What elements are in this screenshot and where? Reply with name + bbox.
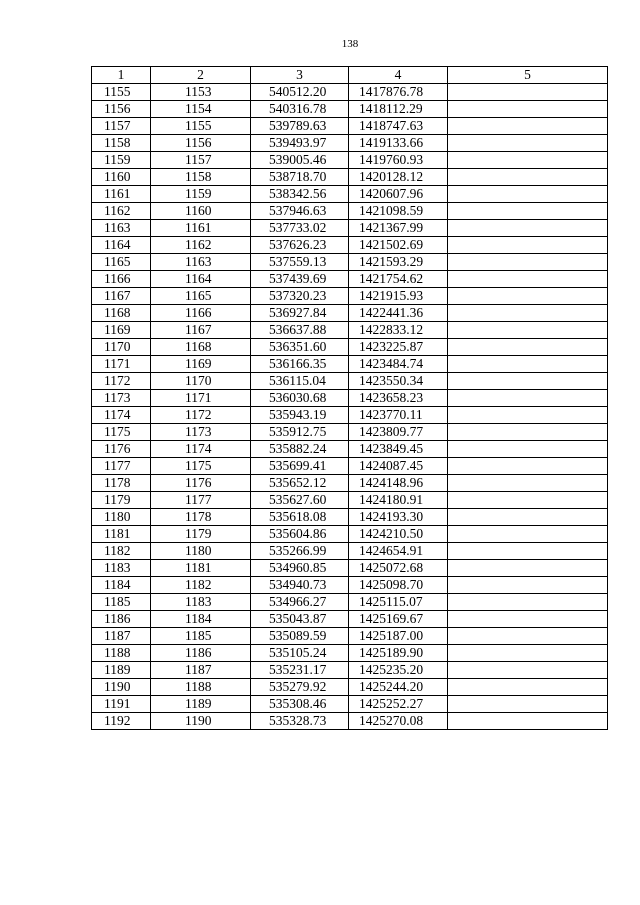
table-cell-col1: 1159 <box>92 152 151 169</box>
table-cell-col3: 536115.04 <box>251 373 349 390</box>
table-cell-col5 <box>448 628 608 645</box>
table-cell-col1: 1163 <box>92 220 151 237</box>
table-cell-col1: 1176 <box>92 441 151 458</box>
table-cell-col2: 1186 <box>151 645 251 662</box>
table-cell-col4: 1417876.78 <box>349 84 448 101</box>
table-cell-col1: 1172 <box>92 373 151 390</box>
table-cell-col3: 535604.86 <box>251 526 349 543</box>
table-cell-col4: 1418112.29 <box>349 101 448 118</box>
table-header-row <box>92 67 608 84</box>
table-row <box>92 492 608 509</box>
table-row <box>92 611 608 628</box>
table-cell-col2: 1161 <box>151 220 251 237</box>
table-cell-col3: 536637.88 <box>251 322 349 339</box>
table-cell-col1: 1165 <box>92 254 151 271</box>
table-cell-col4: 1424180.91 <box>349 492 448 509</box>
column-header-2: 2 <box>151 67 251 84</box>
table-cell-col4: 1419133.66 <box>349 135 448 152</box>
table-cell-col2: 1188 <box>151 679 251 696</box>
table-cell-col1: 1174 <box>92 407 151 424</box>
column-header-3: 3 <box>251 67 349 84</box>
table-cell-col1: 1178 <box>92 475 151 492</box>
table-cell-col2: 1190 <box>151 713 251 730</box>
table-row <box>92 594 608 611</box>
table-cell-col3: 540512.20 <box>251 84 349 101</box>
table-cell-col5 <box>448 475 608 492</box>
table-cell-col5 <box>448 254 608 271</box>
table-cell-col5 <box>448 101 608 118</box>
table-cell-col4: 1425187.00 <box>349 628 448 645</box>
table-cell-col2: 1165 <box>151 288 251 305</box>
table-cell-col4: 1423658.23 <box>349 390 448 407</box>
table-row <box>92 203 608 220</box>
table-cell-col5 <box>448 339 608 356</box>
table-cell-col3: 539789.63 <box>251 118 349 135</box>
table-cell-col5 <box>448 424 608 441</box>
table-cell-col3: 535618.08 <box>251 509 349 526</box>
table-cell-col1: 1155 <box>92 84 151 101</box>
table-row <box>92 407 608 424</box>
table-cell-col2: 1185 <box>151 628 251 645</box>
table-cell-col2: 1158 <box>151 169 251 186</box>
table-cell-col3: 535279.92 <box>251 679 349 696</box>
table-cell-col4: 1423225.87 <box>349 339 448 356</box>
table-cell-col5 <box>448 169 608 186</box>
table-cell-col1: 1191 <box>92 696 151 713</box>
table-cell-col1: 1182 <box>92 543 151 560</box>
table-cell-col3: 535043.87 <box>251 611 349 628</box>
table-cell-col1: 1156 <box>92 101 151 118</box>
table-row <box>92 237 608 254</box>
table-cell-col1: 1160 <box>92 169 151 186</box>
table-row <box>92 271 608 288</box>
table-cell-col5 <box>448 186 608 203</box>
table-cell-col4: 1425169.67 <box>349 611 448 628</box>
table-cell-col5 <box>448 713 608 730</box>
table-cell-col3: 538718.70 <box>251 169 349 186</box>
page-number: 138 <box>341 38 359 50</box>
table-cell-col1: 1180 <box>92 509 151 526</box>
table-cell-col5 <box>448 560 608 577</box>
table-cell-col5 <box>448 679 608 696</box>
table-cell-col1: 1185 <box>92 594 151 611</box>
table-cell-col3: 537626.23 <box>251 237 349 254</box>
table-cell-col2: 1173 <box>151 424 251 441</box>
table-cell-col1: 1190 <box>92 679 151 696</box>
table-cell-col4: 1421098.59 <box>349 203 448 220</box>
table-cell-col3: 535308.46 <box>251 696 349 713</box>
table-cell-col1: 1183 <box>92 560 151 577</box>
coordinates-table <box>91 66 608 730</box>
table-row <box>92 645 608 662</box>
table-cell-col3: 535231.17 <box>251 662 349 679</box>
column-header-5: 5 <box>448 67 608 84</box>
table-cell-col3: 535652.12 <box>251 475 349 492</box>
table-cell-col5 <box>448 288 608 305</box>
table-cell-col2: 1180 <box>151 543 251 560</box>
table-cell-col5 <box>448 322 608 339</box>
table-row <box>92 118 608 135</box>
table-cell-col1: 1188 <box>92 645 151 662</box>
table-cell-col4: 1425098.70 <box>349 577 448 594</box>
table-row <box>92 696 608 713</box>
table-cell-col3: 539493.97 <box>251 135 349 152</box>
table-cell-col1: 1179 <box>92 492 151 509</box>
table-cell-col4: 1421367.99 <box>349 220 448 237</box>
table-cell-col1: 1173 <box>92 390 151 407</box>
table-cell-col5 <box>448 441 608 458</box>
table-cell-col1: 1158 <box>92 135 151 152</box>
table-row <box>92 577 608 594</box>
table-cell-col4: 1423849.45 <box>349 441 448 458</box>
table-cell-col2: 1168 <box>151 339 251 356</box>
table-cell-col5 <box>448 526 608 543</box>
table-cell-col4: 1421502.69 <box>349 237 448 254</box>
table-row <box>92 679 608 696</box>
table-cell-col1: 1161 <box>92 186 151 203</box>
table-cell-col1: 1167 <box>92 288 151 305</box>
table-cell-col4: 1419760.93 <box>349 152 448 169</box>
table-cell-col1: 1169 <box>92 322 151 339</box>
table-cell-col4: 1421915.93 <box>349 288 448 305</box>
table-row <box>92 254 608 271</box>
table-row <box>92 186 608 203</box>
table-cell-col2: 1176 <box>151 475 251 492</box>
table-cell-col5 <box>448 203 608 220</box>
table-cell-col1: 1186 <box>92 611 151 628</box>
table-cell-col1: 1177 <box>92 458 151 475</box>
table-cell-col3: 535943.19 <box>251 407 349 424</box>
table-cell-col5 <box>448 407 608 424</box>
table-cell-col1: 1181 <box>92 526 151 543</box>
table-cell-col1: 1171 <box>92 356 151 373</box>
table-cell-col2: 1171 <box>151 390 251 407</box>
table-cell-col3: 535266.99 <box>251 543 349 560</box>
table-cell-col5 <box>448 543 608 560</box>
table-row <box>92 509 608 526</box>
table-cell-col3: 535882.24 <box>251 441 349 458</box>
table-cell-col1: 1168 <box>92 305 151 322</box>
table-cell-col2: 1179 <box>151 526 251 543</box>
table-cell-col3: 535699.41 <box>251 458 349 475</box>
table-cell-col4: 1424148.96 <box>349 475 448 492</box>
table-cell-col3: 534966.27 <box>251 594 349 611</box>
table-cell-col2: 1175 <box>151 458 251 475</box>
table-cell-col1: 1192 <box>92 713 151 730</box>
table-cell-col2: 1174 <box>151 441 251 458</box>
table-cell-col5 <box>448 135 608 152</box>
table-cell-col4: 1424193.30 <box>349 509 448 526</box>
table-cell-col5 <box>448 220 608 237</box>
table-row <box>92 628 608 645</box>
table-row <box>92 526 608 543</box>
table-cell-col4: 1425235.20 <box>349 662 448 679</box>
table-cell-col2: 1181 <box>151 560 251 577</box>
table-cell-col4: 1424087.45 <box>349 458 448 475</box>
column-header-1: 1 <box>92 67 151 84</box>
table-cell-col2: 1182 <box>151 577 251 594</box>
table-cell-col4: 1422441.36 <box>349 305 448 322</box>
table-cell-col3: 536927.84 <box>251 305 349 322</box>
table-cell-col1: 1164 <box>92 237 151 254</box>
table-cell-col3: 537733.02 <box>251 220 349 237</box>
table-cell-col3: 535089.59 <box>251 628 349 645</box>
table-cell-col1: 1162 <box>92 203 151 220</box>
table-cell-col3: 540316.78 <box>251 101 349 118</box>
table-cell-col3: 538342.56 <box>251 186 349 203</box>
table-cell-col4: 1423550.34 <box>349 373 448 390</box>
table-cell-col2: 1156 <box>151 135 251 152</box>
table-cell-col4: 1423484.74 <box>349 356 448 373</box>
table-cell-col3: 535627.60 <box>251 492 349 509</box>
table-cell-col2: 1160 <box>151 203 251 220</box>
table-cell-col1: 1175 <box>92 424 151 441</box>
table-cell-col4: 1421593.29 <box>349 254 448 271</box>
table-cell-col1: 1157 <box>92 118 151 135</box>
table-cell-col3: 537946.63 <box>251 203 349 220</box>
table-cell-col5 <box>448 152 608 169</box>
table-cell-col3: 537439.69 <box>251 271 349 288</box>
table-cell-col4: 1425189.90 <box>349 645 448 662</box>
table-cell-col2: 1178 <box>151 509 251 526</box>
table-cell-col4: 1420128.12 <box>349 169 448 186</box>
table-cell-col1: 1187 <box>92 628 151 645</box>
table-cell-col5 <box>448 373 608 390</box>
table-row <box>92 169 608 186</box>
table-row <box>92 390 608 407</box>
table-cell-col3: 536351.60 <box>251 339 349 356</box>
table-cell-col4: 1423770.11 <box>349 407 448 424</box>
table-cell-col4: 1418747.63 <box>349 118 448 135</box>
table-cell-col5 <box>448 594 608 611</box>
table-cell-col4: 1423809.77 <box>349 424 448 441</box>
table-cell-col3: 534960.85 <box>251 560 349 577</box>
table-cell-col3: 535912.75 <box>251 424 349 441</box>
table-row <box>92 713 608 730</box>
table-row <box>92 458 608 475</box>
table-row <box>92 101 608 118</box>
table-cell-col3: 537559.13 <box>251 254 349 271</box>
table-cell-col2: 1169 <box>151 356 251 373</box>
table-cell-col5 <box>448 696 608 713</box>
table-cell-col5 <box>448 271 608 288</box>
table-cell-col2: 1162 <box>151 237 251 254</box>
table-cell-col4: 1420607.96 <box>349 186 448 203</box>
table-cell-col4: 1421754.62 <box>349 271 448 288</box>
table-cell-col2: 1167 <box>151 322 251 339</box>
table-row <box>92 322 608 339</box>
table-row <box>92 373 608 390</box>
table-cell-col4: 1422833.12 <box>349 322 448 339</box>
table-cell-col5 <box>448 118 608 135</box>
table-row <box>92 560 608 577</box>
table-cell-col2: 1183 <box>151 594 251 611</box>
table-cell-col3: 534940.73 <box>251 577 349 594</box>
table-row <box>92 662 608 679</box>
table-cell-col5 <box>448 645 608 662</box>
table-cell-col5 <box>448 237 608 254</box>
table-row <box>92 356 608 373</box>
table-cell-col2: 1157 <box>151 152 251 169</box>
table-cell-col2: 1154 <box>151 101 251 118</box>
table-row <box>92 339 608 356</box>
table-cell-col2: 1159 <box>151 186 251 203</box>
table-row <box>92 424 608 441</box>
table-cell-col3: 539005.46 <box>251 152 349 169</box>
table-row <box>92 305 608 322</box>
table-row <box>92 84 608 101</box>
table-cell-col5 <box>448 305 608 322</box>
table-cell-col5 <box>448 577 608 594</box>
table-cell-col2: 1184 <box>151 611 251 628</box>
table-cell-col4: 1425115.07 <box>349 594 448 611</box>
table-cell-col4: 1425270.08 <box>349 713 448 730</box>
table-cell-col3: 537320.23 <box>251 288 349 305</box>
table-cell-col4: 1425072.68 <box>349 560 448 577</box>
table-row <box>92 135 608 152</box>
table-cell-col2: 1187 <box>151 662 251 679</box>
column-header-4: 4 <box>349 67 448 84</box>
table-cell-col4: 1425244.20 <box>349 679 448 696</box>
table-cell-col5 <box>448 356 608 373</box>
table-cell-col2: 1189 <box>151 696 251 713</box>
table-cell-col5 <box>448 509 608 526</box>
table-cell-col2: 1163 <box>151 254 251 271</box>
table-row <box>92 543 608 560</box>
table-cell-col3: 536166.35 <box>251 356 349 373</box>
table-cell-col4: 1424210.50 <box>349 526 448 543</box>
table-cell-col5 <box>448 492 608 509</box>
table-cell-col3: 536030.68 <box>251 390 349 407</box>
table-cell-col2: 1166 <box>151 305 251 322</box>
table-row <box>92 288 608 305</box>
table-cell-col4: 1425252.27 <box>349 696 448 713</box>
table-cell-col5 <box>448 458 608 475</box>
table-cell-col3: 535328.73 <box>251 713 349 730</box>
table-row <box>92 441 608 458</box>
table-cell-col1: 1184 <box>92 577 151 594</box>
table-cell-col4: 1424654.91 <box>349 543 448 560</box>
table-cell-col1: 1189 <box>92 662 151 679</box>
table-cell-col3: 535105.24 <box>251 645 349 662</box>
table-cell-col1: 1166 <box>92 271 151 288</box>
table-cell-col2: 1155 <box>151 118 251 135</box>
table-cell-col5 <box>448 390 608 407</box>
table-cell-col2: 1170 <box>151 373 251 390</box>
table-cell-col1: 1170 <box>92 339 151 356</box>
table-cell-col5 <box>448 611 608 628</box>
table-cell-col5 <box>448 662 608 679</box>
table-row <box>92 220 608 237</box>
table-cell-col2: 1153 <box>151 84 251 101</box>
table-body <box>92 84 608 730</box>
table-cell-col2: 1172 <box>151 407 251 424</box>
table-row <box>92 475 608 492</box>
table-cell-col2: 1177 <box>151 492 251 509</box>
table-cell-col2: 1164 <box>151 271 251 288</box>
table-row <box>92 152 608 169</box>
table-cell-col5 <box>448 84 608 101</box>
